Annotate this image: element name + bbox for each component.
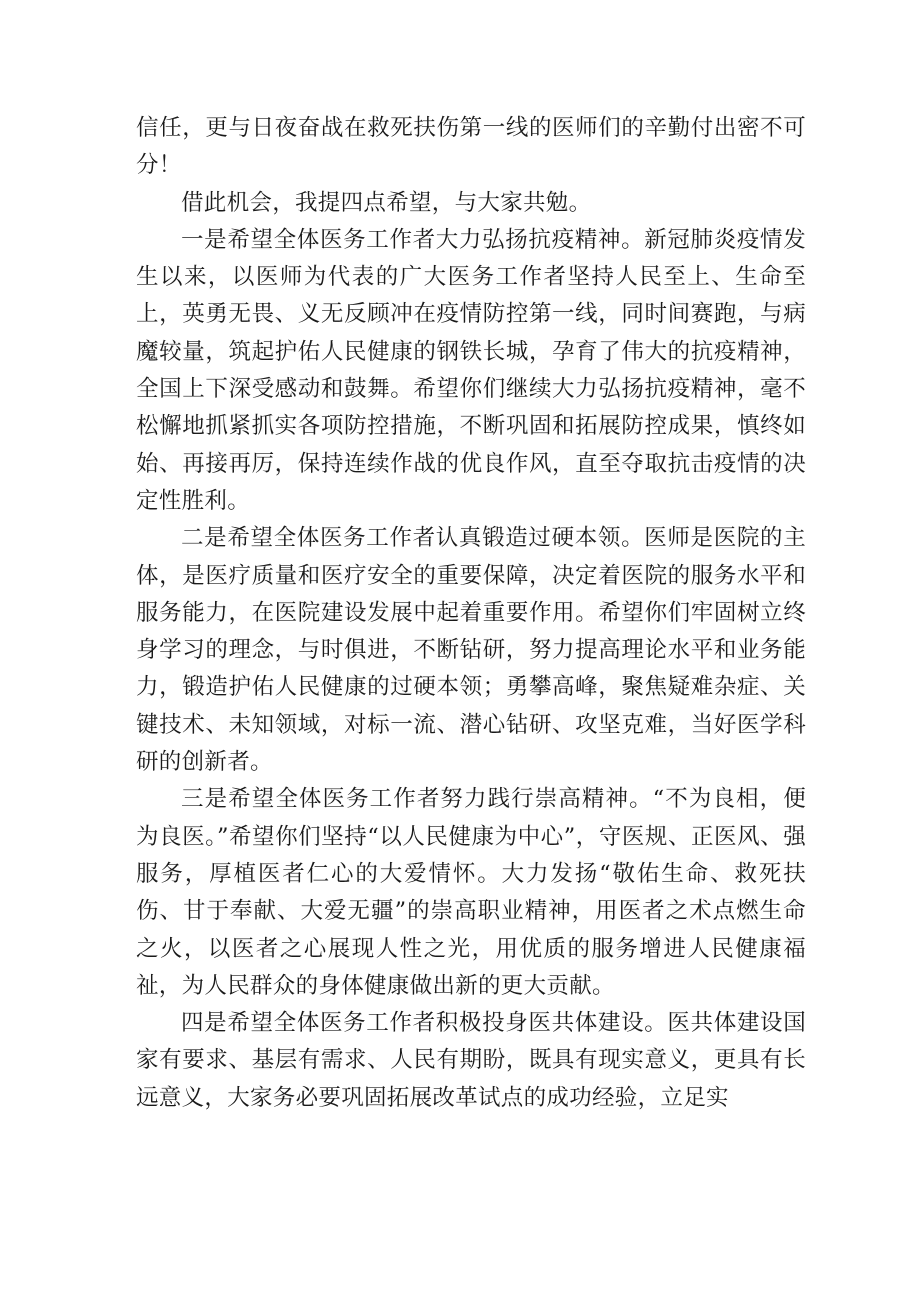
paragraph-intro: 借此机会，我提四点希望，与大家共勉。 [181, 189, 592, 216]
body-text [136, 110, 806, 1117]
paragraph-hope-3: 三是希望全体医务工作者努力践行崇高精神。“不为良相，便为良医。”希望你们坚持“以人民健康为中心”，守医规、正医风、强服务，厚植医者仁心的大爱情怀。大力发扬“敬佑生命、救死扶伤、甘于奉献、大爱无疆”的崇高职业精神，用医者之术点燃生命之火，以医者之心展现人性之光，用优质的服务增进人民健康福祉，为人民群众的身体健康做出新的更大贡献。 [136, 786, 806, 999]
paragraph-hope-4: 四是希望全体医务工作者积极投身医共体建设。医共体建设国家有要求、基层有需求、人民有期盼，既具有现实意义，更具有长远意义，大家务必要巩固拓展改革试点的成功经验，立足实 [136, 1010, 806, 1111]
paragraph-continuation: 信任，更与日夜奋战在救死扶伤第一线的医师们的辛勤付出密不可分！ [136, 115, 806, 179]
paragraph-hope-2: 二是希望全体医务工作者认真锻造过硬本领。医师是医院的主体，是医疗质量和医疗安全的重要保障，决定着医院的服务水平和服务能力，在医院建设发展中起着重要作用。希望你们牢固树立终身学习的理念，与时俱进，不断钻研，努力提高理论水平和业务能力，锻造护佑人民健康的过硬本领；勇攀高峰，聚焦疑难杂症、关键技术、未知领域，对标一流、潜心钻研、攻坚克难，当好医学科研的创新者。 [136, 525, 806, 776]
paragraph-hope-1: 一是希望全体医务工作者大力弘扬抗疫精神。新冠肺炎疫情发生以来，以医师为代表的广大医务工作者坚持人民至上、生命至上，英勇无畏、义无反顾冲在疫情防控第一线，同时间赛跑，与病魔较量，筑起护佑人民健康的钢铁长城，孕育了伟大的抗疫精神，全国上下深受感动和鼓舞。希望你们继续大力弘扬抗疫精神，毫不松懈地抓紧抓实各项防控措施，不断巩固和拓展防控成果，慎终如始、再接再厉，保持连续作战的优良作风，直至夺取抗击疫情的决定性胜利。 [136, 226, 806, 514]
